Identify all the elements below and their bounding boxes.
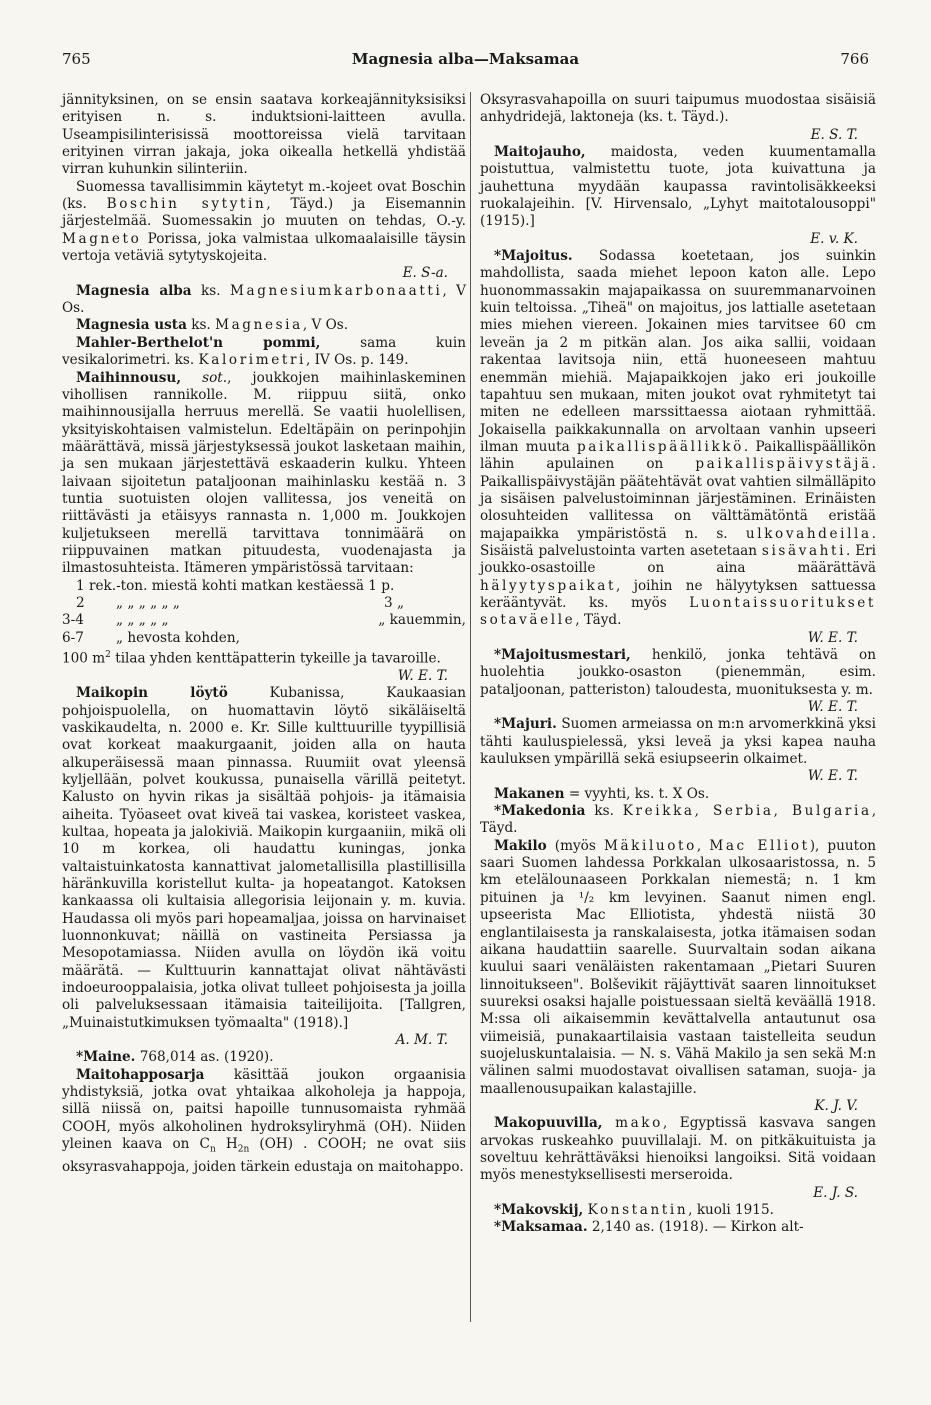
headword: Makilo (494, 837, 547, 854)
headword: *Makedonia (494, 803, 586, 820)
entry-mahler-berthelot: Mahler-Berthelot'n pommi, sama kuin vesikalorimetri. ks. Kalorimetri, IV Os. p. 149. (62, 334, 466, 369)
headword: *Maine. (76, 1049, 136, 1066)
entry-makilo: Makilo (myös Mäkiluoto, Mac Elliot), puuton saari Suomen lahdessa Porkkalan ulkosaaristossa, n. 5 km etelälounaaseen Porkkalan niemestä; n. 1 km pituinen ja ¹/₂ km levyinen. Saanut nimen engl. upseerista Mac Elliotista, yhdestä niistä 30 englantilaisesta ja ranskalaisesta, jotka itämaisen sodan aikana haudattiin saarelle. Suurvaltain sodan aikana kuului saari venäläisten rakentamaan „Pietari Suuren linnoitukseen". Bolševikit räjäyttivät saaren linnoitukset suureksi osaksi hajalle poistuessaan sieltä keväällä 1918. M:ssa oli aikaisemmin kevättalvella antautunut osa viimeisiä, punakaartilaisia vastaan taistelleita seudun suojeluskuntalaisia. — N. s. Vähä Makilo ja sen sekä M:n välinen salmi muodostavat oivallisen sataman, suoja- ja maallenousupaikan kalastajille. K. J. V. (480, 837, 877, 1114)
entry-majoitus: *Majoitus. Sodassa koetetaan, jos suinkin mahdollista, saada miehet lepoon katon alle. Lepo huonommassakin majapaikassa on suuremmanarvoinen kuin teltoissa. „Tiheä" on majoitus, jos lattialle asetetaan mies miehen viereen. Jokainen mies tarvitsee 60 cm leveän ja 2 m pitkän alan. Jos aika sallii, voidaan rakentaa lavitsoja niin, että huoneeseen mahtuu enemmän miehiä. Majapaikkojen jako eri joukoille tapahtuu sen mukaan, miten joukot ovat ryhmitetyt tai miten ne edelleen marssittaessa aiotaan ryhmittää. Jokaisella paikkakunnalla on arvoltaan vanhin upseeri ilman muuta paikallispäällikkö. Paikallispäällikön lähin apulainen on paikallispäivystäjä. Paikallispäivystäjän päätehtävät ovat vahtien silmälläpito ja sisäisen palvelustoiminnan järjestäminen. Erinäisten olosuhteiden vallitessa on välttämätöntä eristää majapaikka ympäristöstä n. s. ulkovahdeilla. Sisäistä palvelustointa varten asetetaan sisävahti. Eri joukko-osastoille on aina määrättävä hälyytyspaikat, joihin ne hälyytyksen sattuessa kerääntyvät. ks. myös Luontaissuoritukset sotaväelle, Täyd. W. E. T. (480, 248, 877, 646)
entry-maikopin-loyto: Maikopin löytö Kubanissa, Kaukaasian pohjoispuolella, on huomattavin löytö sikäläiseltä vaskikaudelta, n. 2000 e. Kr. Sille kulttuurille tyypillisiä ovat korkeat maakurgaanit, joiden alla on hauta alkuperäisessä maan pinnassa. Ruumiit ovat yleensä kyljellään, polvet koukussa, punaisella värillä peitetyt. Kalusto on hyvin rikas ja sisältää pohjois- ja itämaisia aiheita. Työaseet ovat kiveä tai vaskea, koristeet vaskea, kultaa, hopeata ja jalokiviä. Maikopin kurgaaniin, mikä oli 10 m korkea, oli haudattu kuningas, jonka valtaistuinkatosta kannattivat jalometallisilla plastillisilla häränkuvilla koristellut kulta- ja hopeatangot. Katoksen kankaassa oli kultaisia allegorisia leijonain y. m. kuvia. Haudassa oli myös pari hopeamaljaa, joissa on harvinaiset luonnonkuvat; näillä on vastineita Persiassa ja Mesopotamiassa. Niiden avulla on löydön ikä voitu määrätä. — Kulttuurin kannattajat olivat nähtävästi indoeurooppalaisia, jotka olivat tulleet pohjoisesta ja joilla oli palveluksessaan itämaisia taiteilijoita. [Tallgren, „Muinaistutkimuksen työmaalta" (1918).] A. M. T. (62, 685, 466, 1049)
headword: Maikopin löytö (76, 685, 228, 702)
tonnage-table (62, 578, 466, 647)
entry-maihinnousu: Maihinnousu, sot., joukkojen maihinlaskeminen vihollisen rannikolle. M. riippuu siitä, onko maihinnousijalla herruus merellä. Se vaatii huolellisen, yksityiskohtaisen valmistelun. Edeltäpäin on perinpohjin määrättävä, missä järjestyksessä joukot lasketaan maihin, ja sen mukaan järjestettävä eskaaderin kulku. Yhteen laivaan sijoitetun pataljoonan maihinlasku kestää n. 3 tuntia suotuisten olojen vallitessa, jos veneitä on riittävästi ja etäisyys rannasta n. 1,000 m. Joukkojen kuljetukseen merellä tarvittava tonnimäärä on riippuvainen matkan pituudesta, vuodenajasta ja ilmastosuhteista. Itämeren ympäristössä tarvitaan: (62, 369, 466, 577)
author-signature: E. S-a. (402, 265, 448, 282)
author-signature: W. E. T. (807, 768, 858, 785)
column-divider (470, 92, 471, 1322)
entry-majoitusmestari: *Majoitusmestari, henkilö, jonka tehtävä on huolehtia joukko-osaston (pienemmän, esim. pataljoonan, patteriston) taloudesta, muonituksesta y. m. W. E. T. (480, 647, 876, 716)
entry-maksamaa: *Maksamaa. 2,140 as. (1918). — Kirkon alt- (494, 1219, 804, 1236)
entry-majuri: *Majuri. Suomen armeiassa on m:n arvomerkkinä yksi tähti kauluspielessä, yksi leveä ja yksi kapea nauha kauluksen ympärillä sekä esiupseerin olkaimet. W. E. T. (480, 716, 876, 785)
entry-makanen: Makanen = vyyhti, ks. t. X Os. (494, 785, 710, 802)
headword: Magnesia alba (76, 282, 192, 299)
headword: *Makovskij, (494, 1202, 584, 1218)
author-signature: E. v. K. (810, 230, 858, 247)
author-signature: W. E. T. (807, 699, 858, 716)
headword: Maitohapposarja (76, 1066, 205, 1083)
entry-maine: *Maine. 768,014 as. (1920). (76, 1049, 274, 1066)
table-row: 2 „ „ „ „ „ „ 3 „ (76, 594, 404, 611)
headword: Magnesia usta (76, 317, 187, 334)
headword: *Majoitusmestari, (494, 647, 631, 663)
paragraph: 100 $m^2$ tilaa yhden kenttäpatterin tykeille ja tavaroille. W. E. T. (62, 647, 466, 685)
author-signature: E. J. S. (813, 1184, 858, 1201)
paragraph: jännityksinen, on se ensin saatava korkeajännityksisiksi erityisen n. s. induktsioni-laitteen avulla. Useampisilinterisissä moottoreissa vielä tarvitaan erityinen virran jakaja, joka oikealla hetkellä yhdistää virran kuhunkin silinteriin. (62, 92, 466, 178)
paragraph: Oksyrasvahapoilla on suuri taipumus muodostaa sisäisiä anhydridejä, laktoneja (ks. t. Täyd.). E. S. T. (480, 92, 876, 143)
author-signature: K. J. V. (814, 1097, 858, 1114)
headword: *Majoitus. (494, 248, 573, 265)
paragraph: Suomessa tavallisimmin käytetyt m.-kojeet ovat Boschin (ks. Boschin sytytin, Täyd.) ja Eisemannin järjestelmää. Suomessakin jo muuten on tehdas, O.-y. Magneto Porissa, joka valmistaa ulkomaalaisille täysin vertoja vetäviä sytytyskojeita. E. S-a. (62, 178, 467, 282)
table-row: 6-7 „ hevosta kohden, (62, 629, 240, 646)
left-page-number: 765 (62, 50, 91, 68)
running-title: Magnesia alba—Maksamaa (351, 50, 580, 68)
author-signature: A. M. T. (395, 1032, 448, 1049)
entry-makovskij: *Makovskij, Konstantin, kuoli 1915. (494, 1202, 774, 1218)
author-signature: W. E. T. (807, 629, 858, 646)
headword: Makanen (494, 785, 565, 802)
headword: Mahler-Berthelot'n pommi, (76, 334, 321, 351)
entry-makedonia: *Makedonia ks. Kreikka, Serbia, Bulgaria, Täyd. (480, 803, 877, 837)
entry-maitojauho: Maitojauho, maidosta, veden kuumentamalla poistuttua, valmistettu tuote, jota kuivattuna ja jauhettuna myydään kaupassa ravintolisäkkeeksi ruokalajeihin. [V. Hirvensalo, „Lyhyt maitotalousoppi" (1915).] E. v. K. (480, 144, 876, 247)
headword: Maihinnousu, (76, 369, 182, 386)
headword: Makopuuvilla, (494, 1115, 603, 1132)
headword: *Maksamaa. (494, 1219, 588, 1236)
author-signature: W. E. T. (397, 667, 448, 684)
right-page-number: 766 (840, 50, 869, 68)
entry-maitohapposarja: Maitohapposarja käsittää joukon orgaanisia yhdistyksiä, jotka ovat yhtaikaa alkoholeja ja happoja, sillä niissä on, paitsi hapoille tunnusomaista ryhmää COOH, myös alkoholinen hydroksyliryhmä (OH). Niiden yleinen kaava on $C_n$ $H_{2n}$ (OH) . COOH; ne ovat siis oksyrasvahappoja, joiden tärkein edustaja on maitohappo. (62, 1066, 467, 1176)
headword: *Majuri. (494, 716, 557, 733)
entry-magnesia-usta: Magnesia usta ks. Magnesia, V Os. (76, 317, 349, 334)
entry-magnesia-alba: Magnesia alba ks. Magnesiumkarbonaatti, V Os. (62, 282, 466, 317)
table-row: 1 rek.-ton. miestä kohti matkan kestäessä 1 p. (76, 577, 395, 594)
right-column (480, 92, 876, 1237)
page-header (62, 50, 869, 72)
headword: Maitojauho, (494, 144, 586, 161)
left-column (62, 92, 466, 1177)
author-signature: E. S. T. (810, 126, 858, 143)
table-row: 3-4 „ „ „ „ „ „ kauemmin, (62, 612, 466, 629)
entry-makopuuvilla: Makopuuvilla, mako, Egyptissä kasvava sangen arvokas ruskeahko puuvillalaji. M. on pitkäkuituista ja soveltuu kehrättäväksi hienoiksi langoiksi. Sitä voidaan myös menestyksellisesti merseroida. E. J. S. (480, 1115, 876, 1201)
